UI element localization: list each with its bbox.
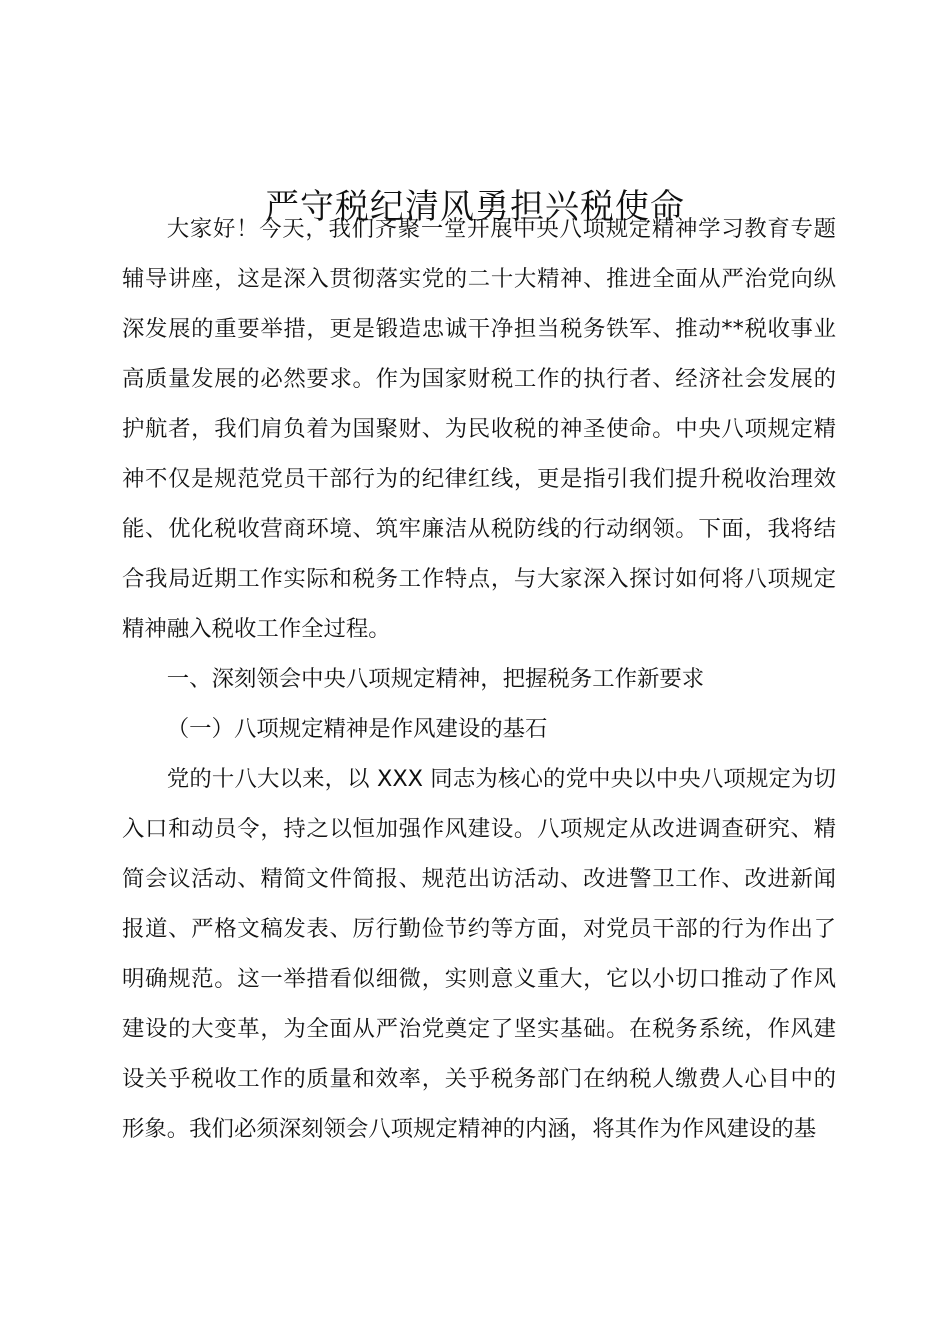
intro-paragraph: 大家好！今天，我们齐聚一堂开展中央八项规定精神学习教育专题辅导讲座，这是深入贯彻落实党的二十大精神、推进全面从严治党向纵深发展的重要举措，更是锻造忠诚干净担当税务铁军、推动**税收事业高质量发展的必然要求。作为国家财税工作的执行者、经济社会发展的护航者，我们肩负着为国聚财、为民收税的神圣使命。中央八项规定精神不仅是规范党员干部行为的纪律红线，更是指引我们提升税收治理效能、优化税收营商环境、筑牢廉洁从税防线的行动纲领。下面，我将结合我局近期工作实际和税务工作特点，与大家深入探讨如何将八项规定精神融入税收工作全过程。 <box>122 216 836 642</box>
document-title: 严守税纪清风勇担兴税使命 <box>265 187 685 227</box>
document-body <box>122 204 836 1154</box>
body-paragraph: 党的十八大以来，以 XXX 同志为核心的党中央以中央八项规定为切入口和动员令，持之以恒加强作风建设。八项规定从改进调查研究、精简会议活动、精简文件简报、规范出访活动、改进警卫工作、改进新闻报道、严格文稿发表、厉行勤俭节约等方面，对党员干部的行为作出了明确规范。这一举措看似细微，实则意义重大，它以小切口推动了作风建设的大变革，为全面从严治党奠定了坚实基础。在税务系统，作风建设关乎税收工作的质量和效率，关乎税务部门在纳税人缴费人心目中的形象。我们必须深刻领会八项规定精神的内涵，将其作为作风建设的基 <box>122 766 836 1142</box>
subsection-heading-1: （一）八项规定精神是作风建设的基石 <box>166 716 548 742</box>
section-heading-1: 一、深刻领会中央八项规定精神，把握税务工作新要求 <box>166 666 705 692</box>
